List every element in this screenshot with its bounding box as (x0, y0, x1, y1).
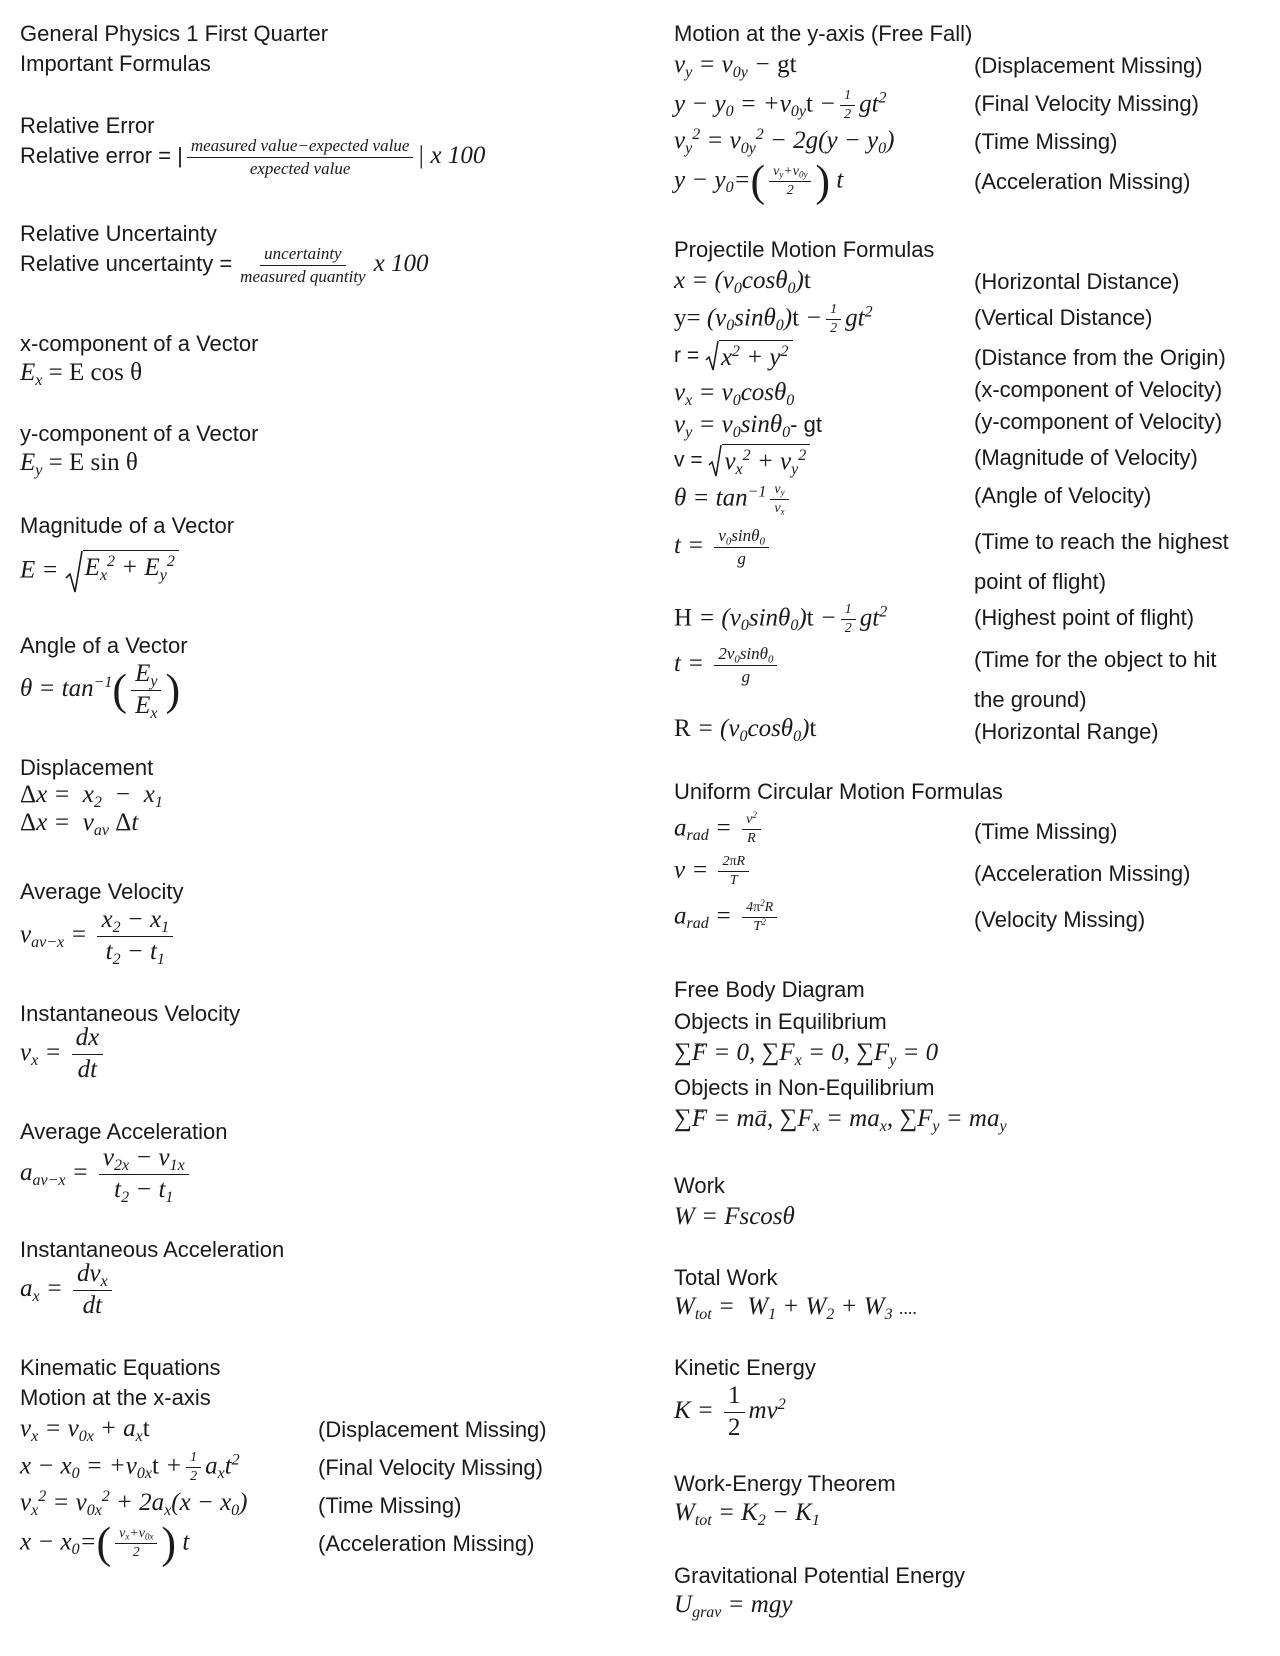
circular-formula-arad-2: $a_{rad}$ = $\frac{4\pi^2R}{T^2}$ (674, 900, 781, 935)
circular-note-3: (Velocity Missing) (974, 907, 1146, 932)
displacement-title: Displacement (20, 755, 154, 780)
projectile-formula-vy: $v_y = v_0\sin\theta_0-$ gt (674, 411, 822, 441)
gravitational-title: Gravitational Potential Energy (674, 1563, 966, 1588)
kinematic-title: Kinematic Equations (20, 1355, 221, 1380)
kinematic-note-1: (Displacement Missing) (318, 1417, 547, 1442)
y-component-title: y-component of a Vector (20, 421, 259, 446)
x-component-title: x-component of a Vector (20, 331, 259, 356)
work-energy-formula: $W_{tot} = K_2 - K_1$ (674, 1499, 820, 1529)
work-energy-title: Work-Energy Theorem (674, 1471, 896, 1496)
projectile-note-4: (x-component of Velocity) (974, 377, 1223, 402)
free-fall-formula-4: $y - y_0=$( $\frac{v_y+v_{0y}}{2}$ ) t (674, 156, 844, 206)
kinematic-formula-1: $v_x = v_{0x} + a_xt$ (20, 1415, 150, 1445)
total-work-formula: $W_{tot} = W_1 + W_2 + W_3$ .... (674, 1293, 917, 1323)
circular-note-1: (Time Missing) (974, 819, 1118, 844)
instantaneous-acceleration-formula: $a_x$ = $\frac{dv_x}{dt}$ (20, 1260, 116, 1321)
free-fall-note-1: (Displacement Missing) (974, 53, 1203, 78)
projectile-title: Projectile Motion Formulas (674, 237, 935, 262)
free-fall-formula-3: $v_y^2 = v_{0y}^2 - 2g(y - y_0)$ (674, 126, 895, 157)
projectile-note-1: (Horizontal Distance) (974, 269, 1180, 294)
fbd-non-equilibrium-formula: ∑→ F = m→ a, $\sum F_x = ma_x$, $\sum F_y = ma_y$ (674, 1104, 1007, 1134)
kinematic-note-2: (Final Velocity Missing) (318, 1455, 543, 1480)
projectile-formula-v: v = $v_x^2 + v_y^2$ (674, 444, 810, 478)
kinetic-title: Kinetic Energy (674, 1355, 816, 1380)
free-fall-formula-2: $y - y_0 = +v_{0y}t$ − $\frac{1}{2}$ $gt^2$ (674, 88, 887, 123)
free-fall-note-2: (Final Velocity Missing) (974, 91, 1199, 116)
kinematic-formula-2: $x - x_0 = +v_{0x}t$ + $\frac{1}{2}$ $a_xt^2$ (20, 1450, 240, 1485)
fbd-non-equilibrium-label: Objects in Non-Equilibrium (674, 1075, 935, 1100)
free-fall-title: Motion at the y-axis (Free Fall) (674, 21, 973, 46)
projectile-note-2: (Vertical Distance) (974, 305, 1153, 330)
free-fall-note-3: (Time Missing) (974, 129, 1118, 154)
total-work-title: Total Work (674, 1265, 778, 1290)
kinematic-note-3: (Time Missing) (318, 1493, 462, 1518)
average-velocity-title: Average Velocity (20, 879, 184, 904)
work-title: Work (674, 1173, 725, 1198)
average-velocity-formula: $v_{av-x}$ = $\frac{x_2 - x_1}{t_2 - t_1}$ (20, 906, 177, 967)
kinematic-formula-3: $v_x^2 = v_{0x}^2 + 2a_x(x - x_0)$ (20, 1488, 248, 1519)
projectile-formula-r: r = $x^2 + y^2$ (674, 340, 793, 373)
relative-error-title: Relative Error (20, 113, 155, 138)
displacement-formula-2: $\Delta x = v_{av}$ Δt (20, 809, 139, 839)
circular-note-2: (Acceleration Missing) (974, 861, 1191, 886)
projectile-note-13: (Horizontal Range) (974, 719, 1159, 744)
instantaneous-velocity-title: Instantaneous Velocity (20, 1001, 241, 1026)
projectile-formula-t-highest: t = $\frac{v_0\sin\theta_0}{g}$ (674, 526, 773, 568)
projectile-note-6: (Magnitude of Velocity) (974, 445, 1198, 470)
circular-title: Uniform Circular Motion Formulas (674, 779, 1003, 804)
projectile-note-7: (Angle of Velocity) (974, 483, 1152, 508)
projectile-formula-h: $H = (v_0\sin\theta_0)t$ − $\frac{1}{2}$ $gt^2$ (674, 602, 888, 637)
fbd-equilibrium-formula: ∑→ F = 0, $\sum F_x = 0$, $\sum F_y = 0$ (674, 1038, 938, 1068)
angle-formula: $\theta = \tan^{-1}$( $\frac{E_y}{E_x}$ ) (20, 660, 181, 722)
x-component-formula: $E_x = E$ cos θ (20, 359, 143, 389)
projectile-note-11: (Time for the object to hit (974, 647, 1217, 672)
projectile-formula-theta: $\theta = \tan^{-1}$ $\frac{v_y}{v_x}$ (674, 482, 793, 517)
projectile-formula-y: $y= (v_0\sin\theta_0)t$ − $\frac{1}{2}$ $gt^2$ (674, 302, 873, 337)
projectile-formula-vx: $v_x = v_0\cos\theta_0$ (674, 379, 795, 409)
fbd-title: Free Body Diagram (674, 977, 865, 1002)
projectile-formula-t-ground: t = $\frac{2v_0\sin\theta_0}{g}$ (674, 644, 781, 686)
kinematic-note-4: (Acceleration Missing) (318, 1531, 535, 1556)
average-acceleration-title: Average Acceleration (20, 1119, 228, 1144)
average-acceleration-formula: $a_{av-x}$ = $\frac{v_{2x} - v_{1x}}{t_2 - t_1}$ (20, 1144, 193, 1205)
gravitational-formula: $U_{grav}$ = mgy (674, 1591, 793, 1621)
projectile-formula-x: $x = (v_0\cos\theta_0)t$ (674, 267, 811, 297)
magnitude-title: Magnitude of a Vector (20, 513, 235, 538)
circular-formula-v: v = $\frac{2\pi R}{T}$ (674, 854, 753, 889)
fbd-equilibrium-label: Objects in Equilibrium (674, 1009, 887, 1034)
displacement-formula-1: $\Delta x = x_2 - x_1$ (20, 781, 163, 811)
relative-uncertainty-formula: Relative uncertainty = $\frac{\text{uncertainty}}{\text{measured quantity}}$ x 100 (20, 244, 429, 286)
projectile-note-8: (Time to reach the highest (974, 529, 1229, 554)
circular-formula-arad: $a_{rad}$ = $\frac{v^2}{R}$ (674, 812, 765, 847)
angle-title: Angle of a Vector (20, 633, 188, 658)
projectile-note-5: (y-component of Velocity) (974, 409, 1223, 434)
kinematic-subtitle: Motion at the x-axis (20, 1385, 211, 1410)
projectile-note-10: (Highest point of flight) (974, 605, 1195, 630)
kinematic-formula-4: $x - x_0=$( $\frac{v_x+v_{0x}}{2}$ ) t (20, 1518, 190, 1568)
instantaneous-acceleration-title: Instantaneous Acceleration (20, 1237, 285, 1262)
sheet-title: General Physics 1 First Quarter (20, 21, 329, 46)
magnitude-formula: E = $E_x^2 + E_y^2$ (20, 550, 179, 594)
work-formula: W = Fscosθ (674, 1203, 795, 1230)
relative-uncertainty-title: Relative Uncertainty (20, 221, 217, 246)
relative-error-formula: Relative error = | $\frac{\text{measured value−expected value}}{\text{expected value}}$ | x 100 (20, 136, 486, 178)
y-component-formula: $E_y = E$ sin θ (20, 449, 138, 479)
projectile-note-9: point of flight) (974, 569, 1107, 594)
free-fall-formula-1: $v_y = v_{0y}$ − gt (674, 51, 797, 81)
free-fall-note-4: (Acceleration Missing) (974, 169, 1191, 194)
kinetic-formula: K = $\frac{1}{2}$ $mv^2$ (674, 1382, 786, 1441)
projectile-formula-range: $R = (v_0\cos\theta_0)t$ (674, 715, 817, 745)
projectile-note-3: (Distance from the Origin) (974, 345, 1226, 370)
projectile-note-12: the ground) (974, 687, 1087, 712)
instantaneous-velocity-formula: $v_x$ = $\frac{dx}{dt}$ (20, 1024, 107, 1085)
sheet-subtitle: Important Formulas (20, 51, 211, 76)
